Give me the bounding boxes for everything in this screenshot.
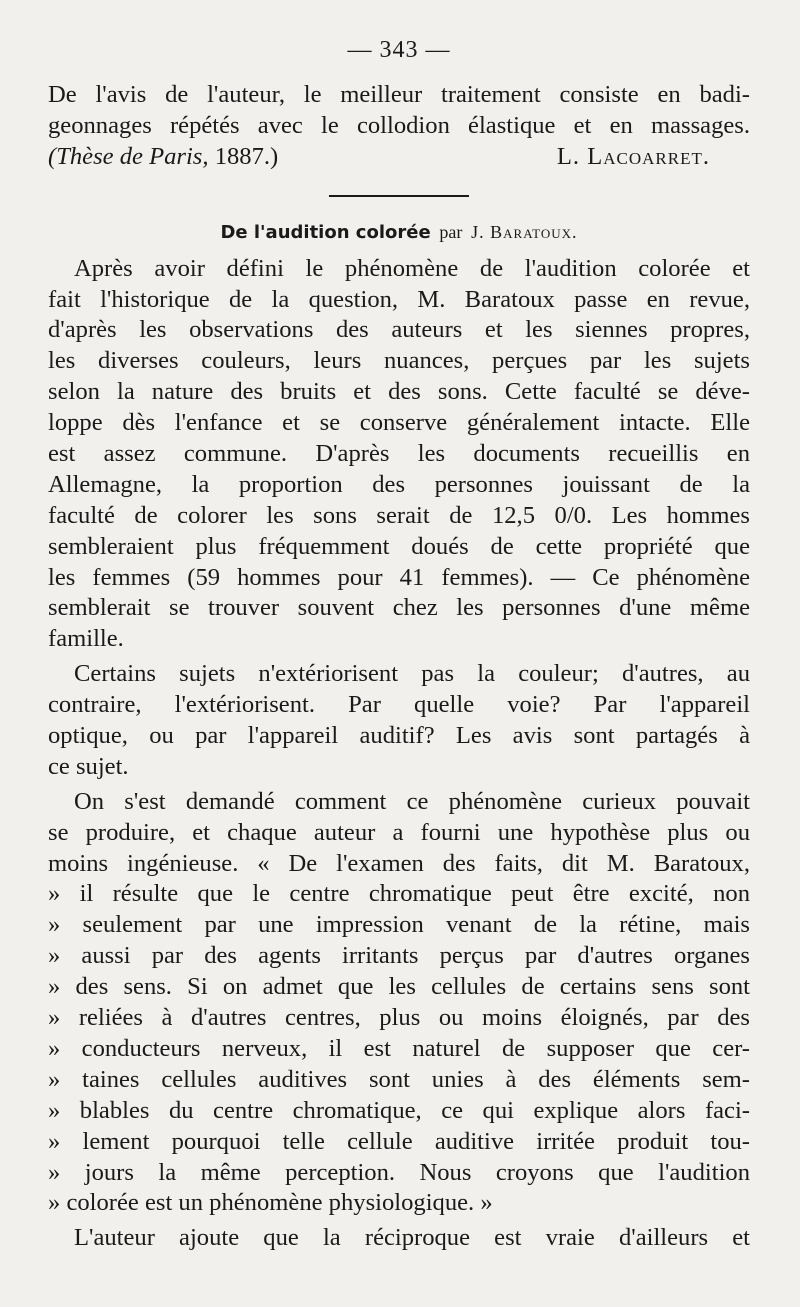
source-citation bbox=[48, 142, 278, 173]
paragraph bbox=[48, 254, 750, 656]
text-line: sembleraient plus fréquemment doués de cette propriété que bbox=[48, 532, 750, 560]
text-line: » des sens. Si on admet que les cellules de certains sens sont bbox=[48, 973, 750, 1001]
text-line: Certains sujets n'extériorisent pas la couleur; d'autres, au bbox=[74, 660, 750, 688]
text-line: les diverses couleurs, leurs nuances, perçues par les sujets bbox=[48, 347, 750, 375]
article-by: par bbox=[439, 221, 463, 242]
text-line: geonnages répétés avec le collodion élastique et en massages. bbox=[48, 111, 750, 139]
text-line: fait l'historique de la question, M. Baratoux passe en revue, bbox=[48, 285, 750, 313]
text-line: Après avoir défini le phénomène de l'audition colorée et bbox=[74, 254, 750, 282]
paragraph bbox=[48, 659, 750, 783]
text-line: ce sujet. bbox=[48, 752, 129, 780]
text-line: se produire, et chaque auteur a fourni une hypothèse plus ou bbox=[48, 818, 750, 846]
article-author: J. Baratoux. bbox=[471, 221, 578, 242]
citation-year: 1887.) bbox=[214, 142, 279, 170]
page-number: — 343 — bbox=[347, 37, 451, 63]
text-line: loppe dès l'enfance et se conserve généralement intacte. Elle bbox=[48, 409, 750, 437]
text-line: » aussi par des agents irritants perçus par d'autres organes bbox=[48, 942, 750, 970]
text-line: moins ingénieuse. « De l'examen des faits, dit M. Baratoux, bbox=[48, 849, 750, 877]
text-line: » taines cellules auditives sont unies à des éléments sem- bbox=[48, 1065, 750, 1093]
text-line: d'après les observations des auteurs et les siennes propres, bbox=[48, 316, 750, 344]
text-line: les femmes (59 hommes pour 41 femmes). — Ce phénomène bbox=[48, 563, 750, 591]
article-body bbox=[48, 254, 750, 1255]
text-line: » colorée est un phénomène physiologique. » bbox=[48, 1189, 493, 1217]
section-divider bbox=[329, 195, 469, 197]
text-line: On s'est demandé comment ce phénomène curieux pouvait bbox=[74, 787, 750, 815]
text-line: » il résulte que le centre chromatique peut être excité, non bbox=[48, 880, 750, 908]
author-signature: L. Lacoarret. bbox=[556, 142, 710, 170]
paragraph bbox=[48, 787, 750, 1219]
text-line: » seulement par une impression venant de la rétine, mais bbox=[48, 911, 750, 939]
text-line: contraire, l'extériorisent. Par quelle voie? Par l'appareil bbox=[48, 691, 750, 719]
text-line: » jours la même perception. Nous croyons que l'audition bbox=[48, 1158, 750, 1186]
text-line: Allemagne, la proportion des personnes jouissant de la bbox=[48, 470, 750, 498]
text-line: optique, ou par l'appareil auditif? Les avis sont partagés à bbox=[48, 722, 750, 750]
citation-title: (Thèse de Paris, bbox=[48, 142, 209, 170]
text-line: » conducteurs nerveux, il est naturel de supposer que cer- bbox=[48, 1034, 750, 1062]
previous-article-ending bbox=[48, 80, 750, 173]
text-line: est assez commune. D'après les documents recueillis en bbox=[48, 440, 750, 468]
citation-row bbox=[48, 142, 750, 173]
text-line: » reliées à d'autres centres, plus ou moins éloignés, par des bbox=[48, 1004, 750, 1032]
text-line: L'auteur ajoute que la réciproque est vraie d'ailleurs et bbox=[74, 1224, 750, 1252]
text-line: De l'avis de l'auteur, le meilleur traitement consiste en badi- bbox=[48, 81, 750, 108]
text-line: faculté de colorer les sons serait de 12,5 0/0. Les hommes bbox=[48, 501, 750, 529]
paragraph bbox=[48, 1223, 750, 1254]
text-line: selon la nature des bruits et des sons. Cette faculté se déve- bbox=[48, 378, 750, 406]
article-heading bbox=[48, 217, 750, 248]
text-line: famille. bbox=[48, 625, 124, 653]
text-line: » lement pourquoi telle cellule auditive irritée produit tou- bbox=[48, 1127, 750, 1155]
text-line: » blables du centre chromatique, ce qui explique alors faci- bbox=[48, 1096, 750, 1124]
article-title: De l'audition colorée bbox=[220, 221, 431, 243]
text-line: semblerait se trouver souvent chez les personnes d'une même bbox=[48, 594, 750, 622]
